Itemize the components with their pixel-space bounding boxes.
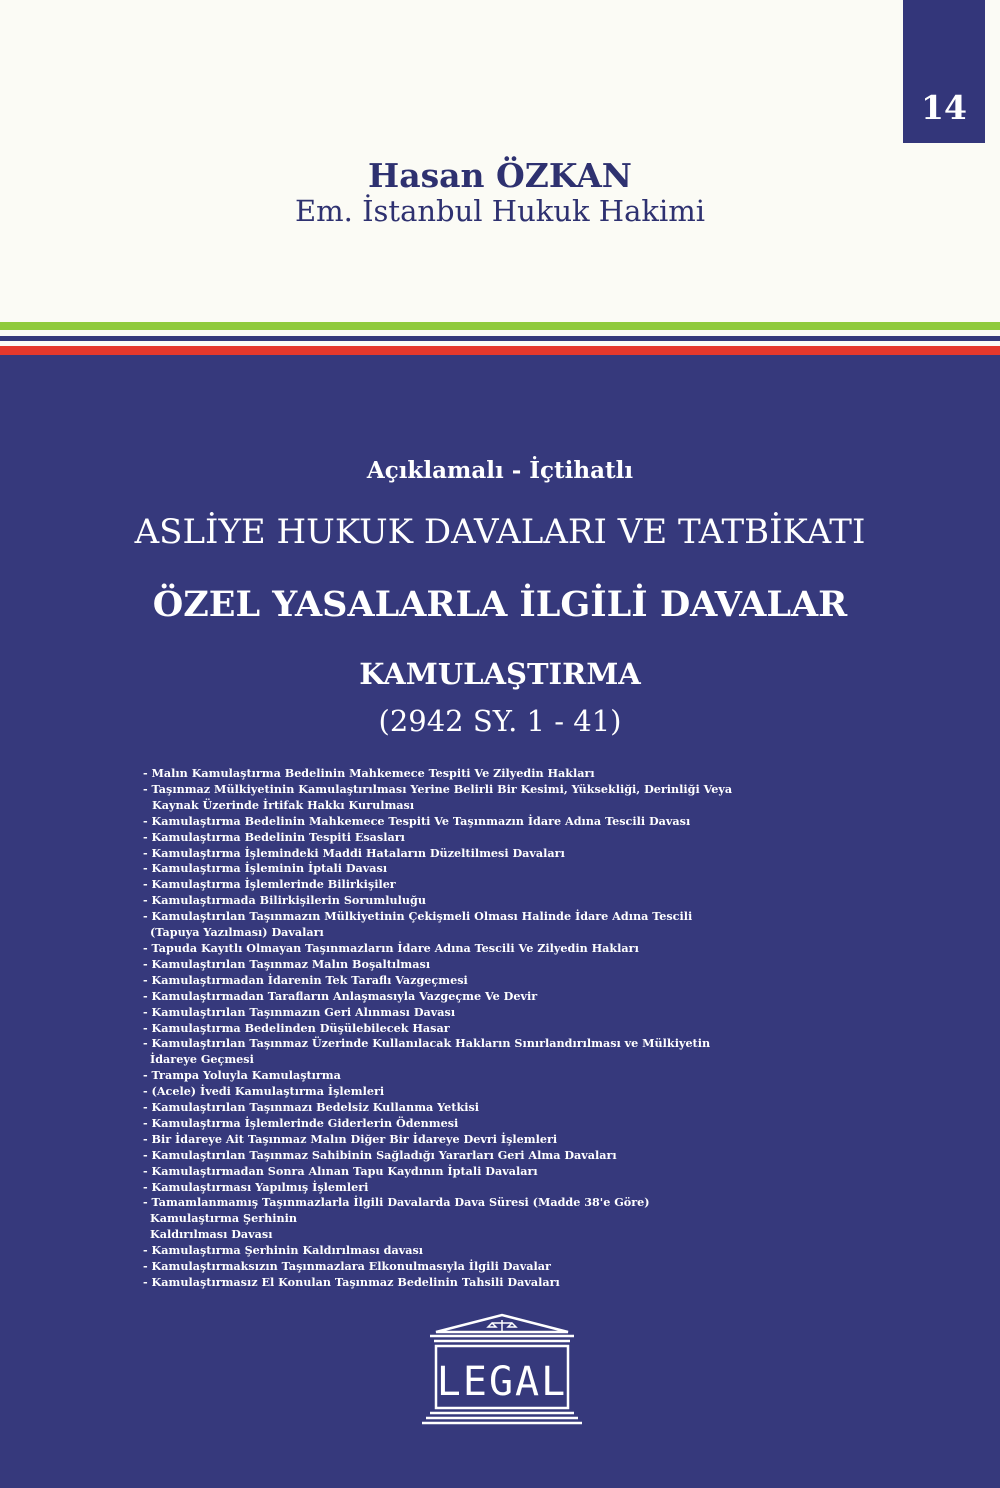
topic-item: - Kamulaştırmasız El Konulan Taşınmaz Bedelinin Tahsili Davaları (143, 1275, 560, 1289)
author-name: Hasan ÖZKAN (368, 156, 632, 195)
topic-item: - Kamulaştırma İşlemlerinde Giderlerin Ödenmesi (143, 1115, 459, 1130)
series-label: Açıklamalı - İçtihatlı (366, 457, 634, 484)
topic-item: Kamulaştırma Şerhinin (150, 1211, 298, 1226)
topic-item: - Kamulaştırma Bedelinin Tespiti Esasları (143, 829, 405, 844)
topic-item: - Kamulaştırılan Taşınmazı Bedelsiz Kullanma Yetkisi (143, 1100, 480, 1115)
topic-item: - Kamulaştırılan Taşınmazın Geri Alınması Davası (143, 1004, 456, 1019)
legal-publisher-logo (422, 1312, 582, 1437)
topic-item: - Kamulaştırılan Taşınmaz Üzerinde Kullanılacak Hakların Sınırlandırılması ve Mülkiyetin (143, 1036, 711, 1051)
topic-item: - Kamulaştırması Yapılmış İşlemleri (143, 1179, 369, 1194)
topic-item: - Kamulaştırılan Taşınmazın Mülkiyetinin Çekişmeli Olması Halinde İdare Adına Tescili (143, 909, 693, 924)
topic-item: - Kamulaştırma Şerhinin Kaldırılması davası (143, 1243, 424, 1258)
volume-number: 14 (921, 88, 967, 127)
topic-item: Kaynak Üzerinde İrtifak Hakkı Kurulması (152, 797, 415, 812)
topic-item: - Kamulaştırılan Taşınmaz Sahibinin Sağladığı Yararları Geri Alma Davaları (143, 1147, 617, 1162)
volume-badge (903, 0, 985, 143)
topic-item: (Tapuya Yazılması) Davaları (150, 925, 324, 940)
red-stripe (0, 346, 1000, 355)
topic-list (143, 766, 823, 1291)
green-stripe (0, 322, 1000, 330)
topic-item: - Kamulaştırma İşlemlerinde Bilirkişiler (143, 877, 396, 892)
topic-item: - Bir İdareye Ait Taşınmaz Malın Diğer Bir İdareye Devri İşlemleri (143, 1131, 558, 1146)
topic-item: - (Acele) İvedi Kamulaştırma İşlemleri (143, 1084, 385, 1099)
logo-text: LEGAL (436, 1359, 568, 1405)
topic-item: - Kamulaştırmadan İdarenin Tek Taraflı Vazgeçmesi (143, 972, 468, 987)
book-subject: KAMULAŞTIRMA (359, 657, 641, 691)
topic-item: - Kamulaştırma İşlemindeki Maddi Hataların Düzeltilmesi Davaları (143, 845, 565, 860)
topic-item: Kaldırılması Davası (150, 1227, 273, 1242)
topic-item: - Tamamlanmamış Taşınmazlarla İlgili Davalarda Dava Süresi (Madde 38'e Göre) (143, 1195, 650, 1210)
topic-item: İdareye Geçmesi (150, 1052, 254, 1067)
book-title-line-1: ASLİYE HUKUK DAVALARI VE TATBİKATI (134, 512, 866, 552)
topic-item: - Kamulaştırma Bedelinden Düşülebilecek Hasar (143, 1020, 450, 1035)
topic-item: - Kamulaştırma Bedelinin Mahkemece Tespiti Ve Taşınmazın İdare Adına Tescili Davası (143, 813, 691, 828)
topic-item: - Kamulaştırma İşleminin İptali Davası (143, 861, 388, 876)
topic-item: - Kamulaştırmaksızın Taşınmazlara Elkonulmasıyla İlgili Davalar (143, 1259, 551, 1274)
author-title: Em. İstanbul Hukuk Hakimi (294, 194, 705, 228)
topic-item: - Trampa Yoluyla Kamulaştırma (143, 1068, 341, 1083)
topic-item: - Kamulaştırmadan Sonra Alınan Tapu Kaydının İptali Davaları (143, 1163, 538, 1178)
book-title-line-2: ÖZEL YASALARLA İLGİLİ DAVALAR (152, 584, 848, 625)
scales-icon (488, 1320, 516, 1331)
topic-item: - Kamulaştırmadan Tarafların Anlaşmasıyla Vazgeçme Ve Devir (143, 988, 538, 1003)
topic-item: - Tapuda Kayıtlı Olmayan Taşınmazların İdare Adına Tescili Ve Zilyedin Hakları (143, 940, 639, 955)
topic-item: - Malın Kamulaştırma Bedelinin Mahkemece Tespiti Ve Zilyedin Hakları (143, 766, 595, 780)
topic-item: - Kamulaştırılan Taşınmaz Malın Boşaltılması (143, 956, 431, 971)
topic-item: - Kamulaştırmada Bilirkişilerin Sorumluluğu (143, 893, 426, 908)
topic-item: - Taşınmaz Mülkiyetinin Kamulaştırılması Yerine Belirli Bir Kesimi, Yüksekliği, Derinliği Veya (143, 781, 733, 796)
book-subject-range: (2942 SY. 1 - 41) (378, 704, 622, 738)
